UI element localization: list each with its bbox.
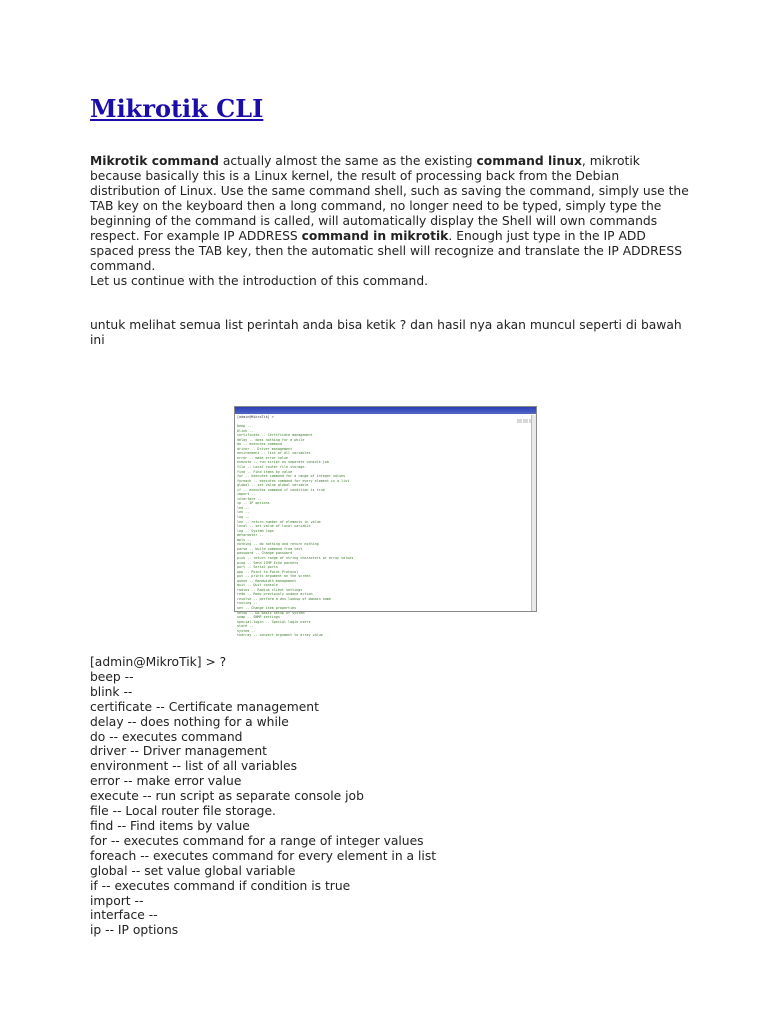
command-list-item: environment -- list of all variables [90,759,298,774]
terminal-line: special-login -- Special login users [237,619,311,624]
terminal-line: system -- [237,628,256,633]
terminal-scrollbar [531,415,536,611]
terminal-line: snmp -- SNMP settings [237,615,280,620]
terminal-line: setup -- Do basic setup of system [237,610,305,615]
terminal-output [235,415,531,638]
terminal-line: redo -- Redo previously undone action [237,592,313,597]
command-list-item: if -- executes command if condition is true [90,878,351,893]
command-list-item: blink -- [90,684,133,699]
command-list-item: beep -- [90,669,134,684]
terminal-line: driver -- Driver management [237,446,293,451]
terminal-line: ip -- IP options [237,501,270,506]
terminal-line: password -- Change password [237,551,293,556]
terminal-line: nothing -- do nothing and return nothing [237,542,319,547]
terminal-line: ping -- Send ICMP Echo packets [237,560,299,565]
terminal-line: global -- set value global variable [237,483,309,488]
terminal-line: put -- prints argument on the screen [237,574,311,579]
terminal-line: blink -- [237,428,254,433]
command-list-item: file -- Local router file storage. [90,804,276,819]
command-list-item: driver -- Driver management [90,744,267,759]
terminal-line: [admin@MikroTik] > [237,415,274,419]
intro-text-3: . Enough just type in the IP ADD spaced press the TAB key, then the automatic shell will recognize and translate the IP ADDRESS command. [90,229,683,273]
command-list-item: do -- executes command [90,729,243,744]
terminal-line: mpls -- [237,537,252,542]
terminal-line: beep -- [237,424,252,429]
terminal-screenshot [234,406,537,638]
instruction-paragraph: untuk melihat semua list perintah anda bisa ketik ? dan hasil nya akan muncul seperti di bawah ini [90,318,682,347]
terminal-line: queue -- Bandwidth management [237,578,297,583]
command-list-item: import -- [90,893,144,908]
terminal-titlebar [235,407,536,414]
terminal-line: ppp -- Point to Point Protocol [237,569,299,574]
page-title[interactable]: Mikrotik CLI [90,94,264,123]
command-list [90,655,436,938]
terminal-line: len -- return number of elements in value [237,519,321,524]
command-list-item: interface -- [90,908,158,923]
terminal-line: if -- executes command if condition is true [237,487,325,492]
terminal-line: pick -- return range of string characters or array values [237,555,354,560]
terminal-line: foreach -- executes command for every element in a list [237,478,350,483]
intro-paragraph [90,154,690,289]
terminal-line: local -- set value of local variable [237,524,311,529]
command-list-item: ip -- IP options [90,923,179,938]
intro-bold-mikrotik-command: Mikrotik command [90,154,219,168]
terminal-line: resolve -- perform a dns lookup of domain name [237,596,331,601]
terminal-line: log -- [237,515,250,520]
terminal-line: set -- Change item properties [237,605,297,610]
terminal-line: port -- Serial ports [237,565,278,570]
terminal-line: radius -- Radius client settings [237,587,303,592]
terminal-line: parse -- build command from text [237,546,303,551]
terminal-line: environment -- list of all variables [237,451,311,456]
intro-bold-command-linux: command linux [476,154,582,168]
terminal-line: find -- Find items by value [237,469,293,474]
command-list-item: global -- set value global variable [90,863,296,878]
command-list-item: find -- Find items by value [90,818,250,833]
terminal-line: store -- [237,624,254,629]
terminal-line: import -- [237,492,256,497]
command-list-item: execute -- run script as separate console job [90,789,364,804]
command-list-item: for -- executes command for a range of integer values [90,833,424,848]
terminal-line: execute -- run script as separate console job [237,460,329,465]
terminal-line: error -- make error value [237,455,289,460]
terminal-line: delay -- does nothing for a while [237,437,305,442]
terminal-line: do -- executes command [237,442,282,447]
terminal-line: file -- Local router file storage. [237,465,307,470]
terminal-line: len -- [237,510,250,515]
terminal-line: routing -- [237,601,258,606]
intro-text-1: actually almost the same as the existing [218,154,477,168]
command-list-item: [admin@MikroTik] > ? [90,655,227,669]
terminal-line: quit -- Quit console [237,583,278,588]
terminal-line: log -- System logs [237,528,274,533]
terminal-line: interface -- [237,496,262,501]
terminal-line: led -- [237,505,250,510]
command-list-item: error -- make error value [90,774,242,789]
command-list-item: certificate -- Certificate management [90,699,319,714]
terminal-line: certificate -- Certificate management [237,433,313,438]
command-list-item: delay -- does nothing for a while [90,714,289,729]
intro-text-2: , mikrotik because basically this is a Linux kernel, the result of processing back from the Debian distribution of Linux. Use the same command shell, such as saving the command, simply use the TAB key on the keyboard then a long command, no longer need to be typed, simply type the beginning of the command is called, will automatically display the Shell will own commands respect. For example IP ADDRESS [90,154,689,243]
intro-bold-command-in-mikrotik: command in mikrotik [301,229,449,243]
terminal-line: toarray -- convert argument to array value [237,633,323,638]
command-list-item: foreach -- executes command for every element in a list [90,848,437,863]
terminal-line: metarouter -- [237,533,264,538]
intro-text-4: Let us continue with the introduction of this command. [90,274,429,288]
terminal-line: for -- executes command for a range of integer values [237,474,346,479]
